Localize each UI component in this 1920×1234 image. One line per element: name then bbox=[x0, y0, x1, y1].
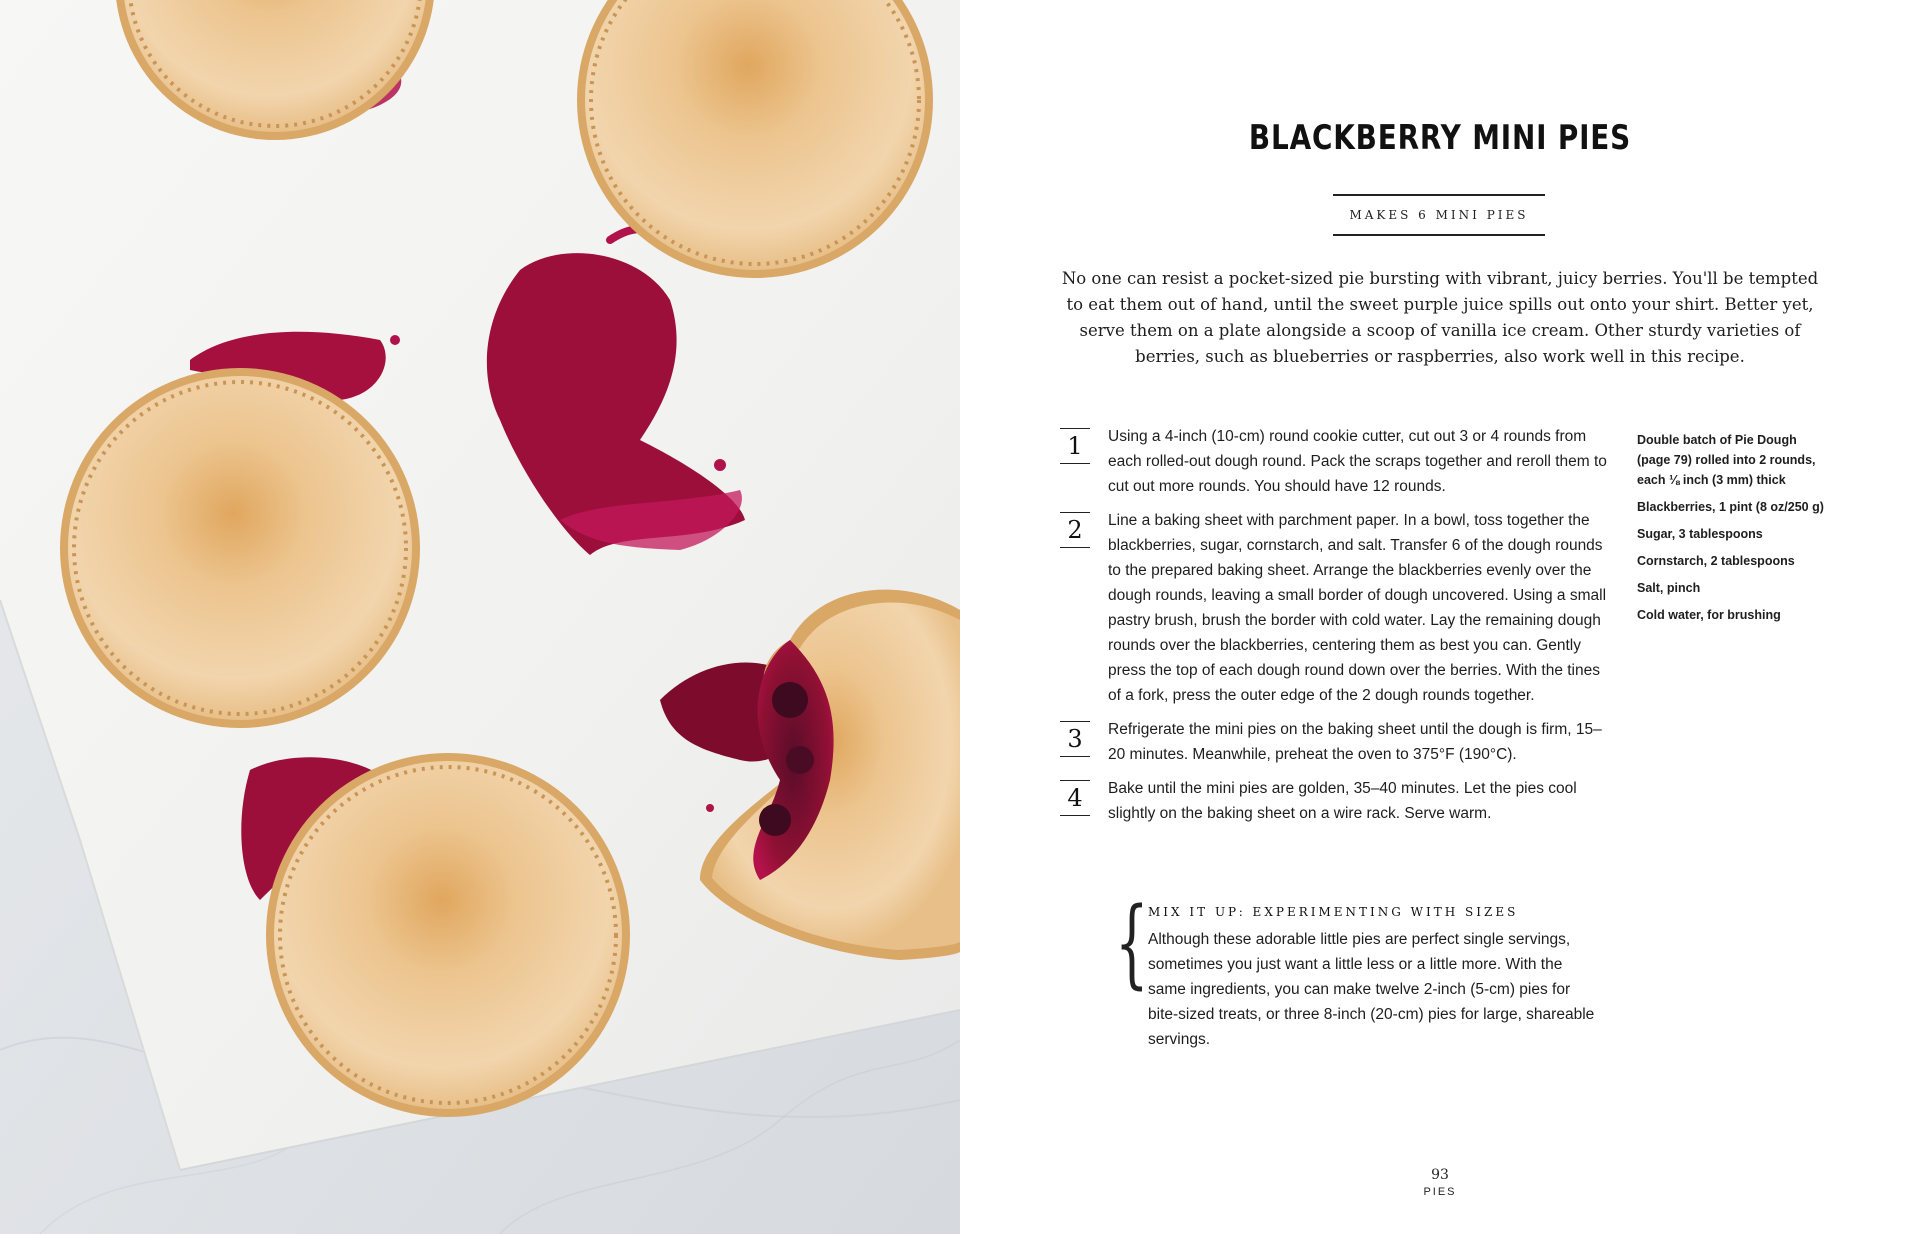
step-number: 1 bbox=[1060, 428, 1090, 464]
steps-list bbox=[1060, 424, 1640, 835]
ingredient-item: Cold water, for brushing bbox=[1637, 608, 1781, 622]
step bbox=[1060, 776, 1640, 826]
step-number: 3 bbox=[1060, 721, 1090, 757]
step-text: Bake until the mini pies are golden, 35–40 minutes. Let the pies cool slightly on the baking sheet on a wire rack. Serve warm. bbox=[1108, 780, 1577, 822]
recipe-yield: MAKES 6 MINI PIES bbox=[1333, 194, 1545, 236]
curly-brace-icon: { bbox=[1115, 887, 1149, 999]
ingredient-item: Double batch of Pie Dough (page 79) rolled into 2 rounds, each ⅛ inch (3 mm) thick bbox=[1637, 433, 1816, 487]
step-text: Line a baking sheet with parchment paper. In a bowl, toss together the blackberries, sugar, cornstarch, and salt. Transfer 6 of the dough rounds to the prepared baking sheet. Arrange the blackberries evenly over the dough rounds, leaving a small border of dough uncovered. Using a small pastry brush, brush the border with cold water. Lay the remaining dough rounds over the blackberries, centering them as best you can. Gently press the top of each dough round down over the berries. With the tines of a fork, press the outer edge of the 2 dough rounds together. bbox=[1108, 512, 1607, 704]
step bbox=[1060, 508, 1640, 708]
step-number: 4 bbox=[1060, 780, 1090, 816]
step-text: Refrigerate the mini pies on the baking sheet until the dough is firm, 15–20 minutes. Meanwhile, preheat the oven to 375°F (190°C). bbox=[1108, 721, 1602, 763]
section-label: PIES bbox=[1423, 1186, 1457, 1198]
ingredients-list bbox=[1637, 430, 1827, 632]
ingredient-item: Cornstarch, 2 tablespoons bbox=[1637, 554, 1795, 568]
tip-title: MIX IT UP: EXPERIMENTING WITH SIZES bbox=[1148, 905, 1519, 919]
recipe-page bbox=[960, 0, 1920, 1234]
step bbox=[1060, 717, 1640, 767]
ingredient-item: Sugar, 3 tablespoons bbox=[1637, 527, 1763, 541]
step-text: Using a 4-inch (10-cm) round cookie cutter, cut out 3 or 4 rounds from each rolled-out dough round. Pack the scraps together and reroll them to cut out more rounds. You should have 12 rounds. bbox=[1108, 428, 1607, 495]
ingredient-item: Blackberries, 1 pint (8 oz/250 g) bbox=[1637, 500, 1824, 514]
tip-text: Although these adorable little pies are perfect single servings, sometimes you just want a little less or a little more. With the same ingredients, you can make twelve 2-inch (5-cm) pies for bite-sized treats, or three 8-inch (20-cm) pies for large, shareable servings. bbox=[1148, 931, 1595, 1048]
ingredient-item: Salt, pinch bbox=[1637, 581, 1701, 595]
recipe-intro: No one can resist a pocket-sized pie bursting with vibrant, juicy berries. You'll be tempted to eat them out of hand, until the sweet purple juice spills out onto your shirt. Better yet, serve them on a plate alongside a scoop of vanilla ice cream. Other sturdy varieties of berries, such as blueberries or raspberries, also work well in this recipe. bbox=[1061, 269, 1819, 366]
page-number: 93 bbox=[1431, 1167, 1449, 1183]
step-number: 2 bbox=[1060, 512, 1090, 548]
step bbox=[1060, 424, 1640, 499]
mini-pie bbox=[266, 753, 630, 1117]
mini-pie bbox=[60, 368, 420, 728]
recipe-title: BLACKBERRY MINI PIES bbox=[1248, 118, 1632, 158]
